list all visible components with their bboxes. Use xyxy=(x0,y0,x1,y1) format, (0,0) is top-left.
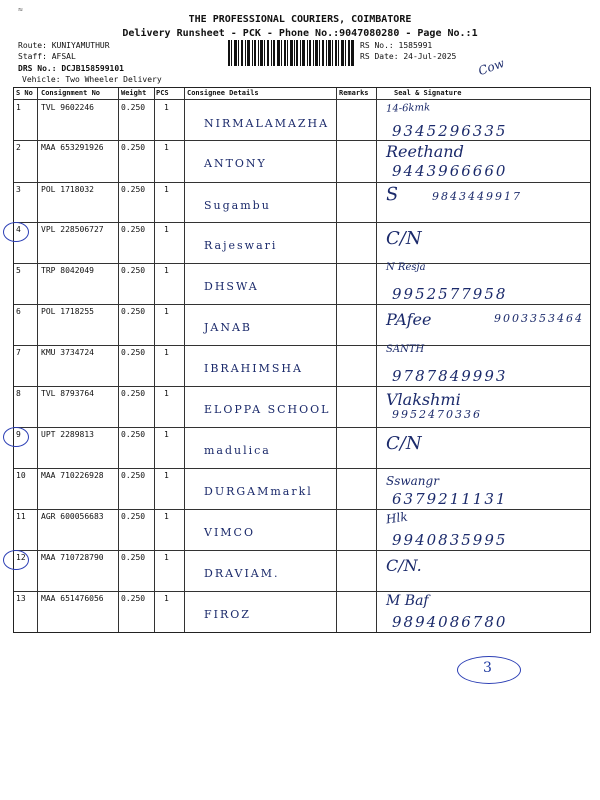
row-sno: 2 xyxy=(16,143,21,152)
pcs-value: 1 xyxy=(164,143,169,152)
phone-number: 9345296335 xyxy=(392,122,508,140)
table-row xyxy=(14,100,590,141)
consignment-number: UPT 2289813 xyxy=(41,430,94,439)
weight-value: 0.250 xyxy=(121,512,146,521)
consignee-name: Sugambu xyxy=(204,199,271,212)
handwritten-note: Cow xyxy=(476,55,507,79)
row-sno: 11 xyxy=(16,512,26,521)
signature: PAfee xyxy=(386,310,432,329)
route-label: Route: KUNIYAMUTHUR xyxy=(18,41,110,50)
row-sno: 8 xyxy=(16,389,21,398)
consignment-number: TVL 8793764 xyxy=(41,389,94,398)
pcs-value: 1 xyxy=(164,266,169,275)
row-circle xyxy=(3,427,29,447)
weight-value: 0.250 xyxy=(121,143,146,152)
row-sno: 9 xyxy=(16,430,21,439)
table-row xyxy=(14,591,590,632)
circled-count: 3 xyxy=(483,660,492,676)
vehicle-label: Vehicle: Two Wheeler Delivery xyxy=(22,75,162,84)
weight-value: 0.250 xyxy=(121,185,146,194)
consignee-name: Rajeswari xyxy=(204,239,278,252)
signature: Vlakshmi xyxy=(386,390,461,409)
consignee-name: DHSWA xyxy=(204,280,259,293)
weight-value: 0.250 xyxy=(121,307,146,316)
pcs-value: 1 xyxy=(164,103,169,112)
phone-number: 9443966660 xyxy=(392,162,508,180)
phone-number: 9843449917 xyxy=(432,190,522,203)
col-header-consignee: Consignee Details xyxy=(187,89,259,97)
pcs-value: 1 xyxy=(164,307,169,316)
rs-date: RS Date: 24-Jul-2025 xyxy=(360,52,457,61)
consignee-name: DURGAMmarkl xyxy=(204,485,313,498)
consignee-name: NIRMALAMAZHA xyxy=(204,117,330,130)
pcs-value: 1 xyxy=(164,348,169,357)
row-sno: 1 xyxy=(16,103,21,112)
table-row xyxy=(14,345,590,386)
consignment-number: MAA 710728790 xyxy=(41,553,104,562)
row-sno: 4 xyxy=(16,225,21,234)
consignee-name: ANTONY xyxy=(204,157,267,170)
row-sno: 12 xyxy=(16,553,26,562)
weight-value: 0.250 xyxy=(121,553,146,562)
phone-number: 9952577958 xyxy=(392,285,508,303)
table-row xyxy=(14,140,590,181)
weight-value: 0.250 xyxy=(121,103,146,112)
table-row xyxy=(14,509,590,550)
weight-value: 0.250 xyxy=(121,594,146,603)
pcs-value: 1 xyxy=(164,471,169,480)
row-circle xyxy=(3,222,29,242)
signature: N Resja xyxy=(386,262,426,273)
consignment-number: TVL 9602246 xyxy=(41,103,94,112)
weight-value: 0.250 xyxy=(121,266,146,275)
consignee-name: madulica xyxy=(204,444,271,457)
col-header-pcs: PCS xyxy=(156,89,169,97)
table-row xyxy=(14,550,590,591)
col-header-sno: S No xyxy=(16,89,33,97)
table-row xyxy=(14,263,590,304)
pcs-value: 1 xyxy=(164,553,169,562)
phone-number: 9894086780 xyxy=(392,613,508,631)
table-row xyxy=(14,304,590,345)
table-row xyxy=(14,427,590,468)
signature: Reethand xyxy=(386,142,464,161)
runsheet-title: Delivery Runsheet - PCK - Phone No.:9047080280 - Page No.:1 xyxy=(122,28,478,39)
table-row xyxy=(14,222,590,263)
pcs-value: 1 xyxy=(164,389,169,398)
consignee-name: FIROZ xyxy=(204,608,251,621)
weight-value: 0.250 xyxy=(121,225,146,234)
consignee-name: VIMCO xyxy=(204,526,255,539)
consignment-number: POL 1718255 xyxy=(41,307,94,316)
drs-number: DRS No.: DCJB158599101 xyxy=(18,64,124,73)
phone-number: 9003353464 xyxy=(494,312,584,325)
weight-value: 0.250 xyxy=(121,348,146,357)
table-row xyxy=(14,182,590,223)
consignment-number: MAA 710226928 xyxy=(41,471,104,480)
signature: S xyxy=(385,183,399,206)
barcode-image xyxy=(228,40,354,66)
table-row xyxy=(14,386,590,427)
consignment-number: KMU 3734724 xyxy=(41,348,94,357)
signature: 14-6kmk xyxy=(385,102,431,115)
rs-number: RS No.: 1585991 xyxy=(360,41,433,50)
signature: C/N. xyxy=(386,556,422,575)
consignment-number: TRP 8042049 xyxy=(41,266,94,275)
pcs-value: 1 xyxy=(164,225,169,234)
signature: M Baf xyxy=(386,593,429,609)
consignee-name: IBRAHIMSHA xyxy=(204,362,303,375)
weight-value: 0.250 xyxy=(121,471,146,480)
row-sno: 7 xyxy=(16,348,21,357)
row-sno: 5 xyxy=(16,266,21,275)
signature: Sswangr xyxy=(386,474,439,488)
corner-mark: ≈ xyxy=(18,5,23,14)
consignment-number: VPL 228506727 xyxy=(41,225,104,234)
consignee-name: ELOPPA SCHOOL xyxy=(204,403,331,416)
signature: Hlk xyxy=(385,509,409,527)
phone-number: 6379211131 xyxy=(392,490,508,508)
runsheet-table xyxy=(13,87,591,633)
row-sno: 6 xyxy=(16,307,21,316)
weight-value: 0.250 xyxy=(121,389,146,398)
consignment-number: MAA 651476056 xyxy=(41,594,104,603)
row-sno: 3 xyxy=(16,185,21,194)
company-title: THE PROFESSIONAL COURIERS, COIMBATORE xyxy=(188,14,412,25)
row-sno: 13 xyxy=(16,594,26,603)
signature: SANTH xyxy=(386,344,425,355)
weight-value: 0.250 xyxy=(121,430,146,439)
signature: C/N xyxy=(386,433,422,454)
consignment-number: AGR 600056683 xyxy=(41,512,104,521)
consignee-name: JANAB xyxy=(204,321,253,334)
consignment-number: POL 1718032 xyxy=(41,185,94,194)
table-row xyxy=(14,468,590,509)
phone-number: 9952470336 xyxy=(392,408,482,421)
pcs-value: 1 xyxy=(164,512,169,521)
pcs-value: 1 xyxy=(164,594,169,603)
col-header-weight: Weight xyxy=(121,89,147,97)
row-sno: 10 xyxy=(16,471,26,480)
consignment-number: MAA 653291926 xyxy=(41,143,104,152)
pcs-value: 1 xyxy=(164,430,169,439)
col-header-signature: Seal & Signature xyxy=(394,89,462,97)
col-header-consignment: Consignment No xyxy=(41,89,101,97)
consignee-name: DRAVIAM. xyxy=(204,567,280,580)
signature: C/N xyxy=(386,228,422,249)
pcs-value: 1 xyxy=(164,185,169,194)
phone-number: 9940835995 xyxy=(392,531,508,549)
row-circle xyxy=(3,550,29,570)
staff-label: Staff: AFSAL xyxy=(18,52,76,61)
col-header-remarks: Remarks xyxy=(339,89,369,97)
phone-number: 9787849993 xyxy=(392,367,508,385)
